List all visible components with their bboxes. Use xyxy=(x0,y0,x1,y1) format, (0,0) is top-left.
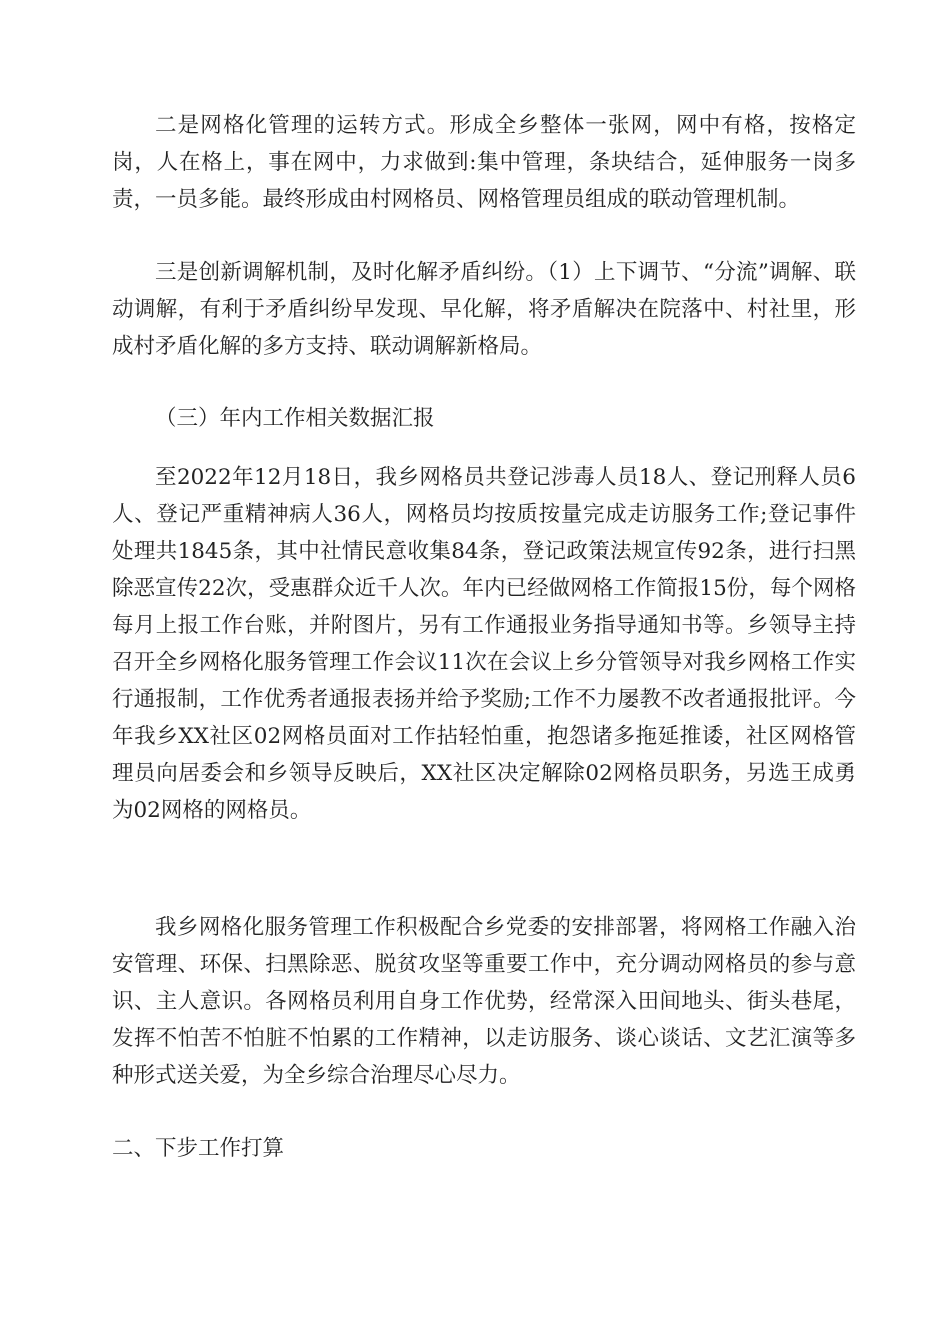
paragraph-mediation-mechanism: 三是创新调解机制，及时化解矛盾纠纷。（1）上下调节、“分流”调解、联动调解，有利于矛盾纠纷早发现、早化解，将矛盾解决在院落中、村社里，形成村矛盾化解的多方支持、联动调解新格局。 xyxy=(112,260,856,359)
section-2-heading: 二、下步工作打算 xyxy=(112,1136,285,1161)
paragraph-grid-operation: 二是网格化管理的运转方式。形成全乡整体一张网，网中有格，按格定岗，人在格上，事在网中，力求做到:集中管理，条块结合，延伸服务一岗多责，一员多能。最终形成由村网格员、网格管理员组成的联动管理机制。 xyxy=(112,113,856,212)
paragraph-annual-data: 至2022年12月18日，我乡网格员共登记涉毒人员18人、登记刑释人员6人、登记严重精神病人36人，网格员均按质按量完成走访服务工作;登记事件处理共1845条，其中社情民意收集84条，登记政策法规宣传92条，进行扫黑除恶宣传22次，受惠群众近千人次。年内已经做网格工作简报15份，每个网格每月上报工作台账，并附图片，另有工作通报业务指导通知书等。乡领导主持召开全乡网格化服务管理工作会议11次在会议上乡分管领导对我乡网格工作实行通报制，工作优秀者通报表扬并给予奖励;工作不力屡教不改者通报批评。今年我乡XX社区02网格员面对工作拈轻怕重，抱怨诸多拖延推诿，社区网格管理员向居委会和乡领导反映后，XX社区决定解除02网格员职务，另选王成勇为02网格的网格员。 xyxy=(112,465,856,823)
paragraph-summary: 我乡网格化服务管理工作积极配合乡党委的安排部署，将网格工作融入治安管理、环保、扫黑除恶、脱贫攻坚等重要工作中，充分调动网格员的参与意识、主人意识。各网格员利用自身工作优势，经常深入田间地头、街头巷尾，发挥不怕苦不怕脏不怕累的工作精神，以走访服务、谈心谈话、文艺汇演等多种形式送关爱，为全乡综合治理尽心尽力。 xyxy=(112,915,856,1088)
section-3-heading: （三）年内工作相关数据汇报 xyxy=(155,406,435,431)
